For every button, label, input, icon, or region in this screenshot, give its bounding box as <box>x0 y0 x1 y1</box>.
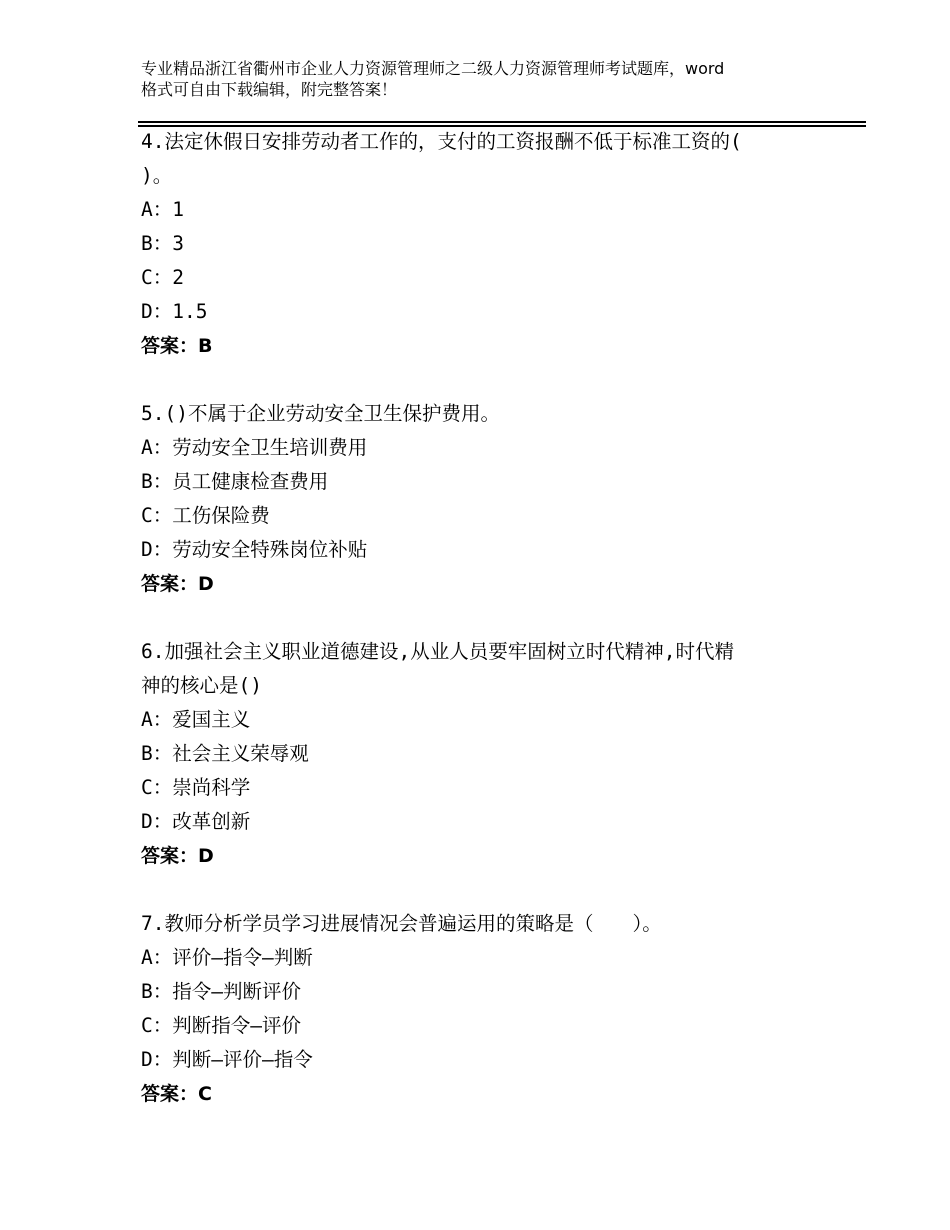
question-5 <box>141 397 831 601</box>
option-b: B：社会主义荣辱观 <box>141 742 309 765</box>
option-b: B：员工健康检查费用 <box>141 470 329 493</box>
option-c: C：崇尚科学 <box>141 776 251 799</box>
option-b: B：指令—判断评价 <box>141 980 301 1003</box>
option-b: B：3 <box>141 232 184 255</box>
header-divider-top <box>138 121 866 123</box>
question-text-line: )。 <box>141 164 173 187</box>
question-4 <box>141 125 831 363</box>
answer-label: 答案：D <box>141 845 214 867</box>
answer-label: 答案：C <box>141 1083 212 1105</box>
header-line-1: 专业精品浙江省衢州市企业人力资源管理师之二级人力资源管理师考试题库，word <box>141 59 725 78</box>
option-c: C：2 <box>141 266 184 289</box>
question-6 <box>141 635 831 873</box>
option-a: A：评价—指令—判断 <box>141 946 313 969</box>
answer-label: 答案：B <box>141 335 213 357</box>
option-d: D：1.5 <box>141 300 208 323</box>
option-d: D：改革创新 <box>141 810 251 833</box>
question-text-line: 7.教师分析学员学习进展情况会普遍运用的策略是（ ）。 <box>141 912 662 935</box>
question-text-line: 4.法定休假日安排劳动者工作的，支付的工资报酬不低于标准工资的( <box>141 130 742 153</box>
option-d: D：判断—评价—指令 <box>141 1048 313 1071</box>
question-text-line: 神的核心是() <box>141 674 262 697</box>
option-c: C：工伤保险费 <box>141 504 270 527</box>
answer-label: 答案：D <box>141 573 214 595</box>
option-a: A：劳动安全卫生培训费用 <box>141 436 368 459</box>
question-list <box>141 125 831 1145</box>
question-text-line: 5.()不属于企业劳动安全卫生保护费用。 <box>141 402 500 425</box>
option-c: C：判断指令—评价 <box>141 1014 301 1037</box>
header-line-2: 格式可自由下载编辑，附完整答案！ <box>141 80 398 99</box>
option-a: A：1 <box>141 198 184 221</box>
question-7 <box>141 907 831 1111</box>
document-header <box>141 58 831 100</box>
option-a: A：爱国主义 <box>141 708 251 731</box>
question-text-line: 6.加强社会主义职业道德建设,从业人员要牢固树立时代精神,时代精 <box>141 640 734 663</box>
option-d: D：劳动安全特殊岗位补贴 <box>141 538 368 561</box>
